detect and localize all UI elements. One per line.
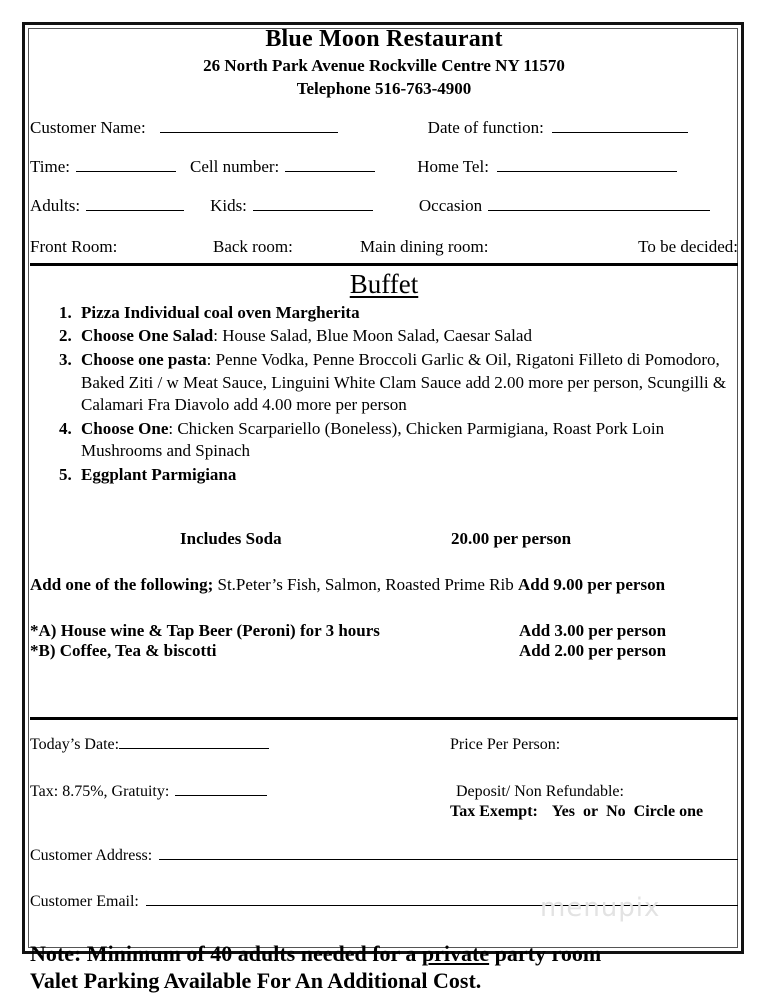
includes-soda-row	[30, 529, 738, 549]
occasion-input[interactable]	[488, 197, 710, 211]
menu-item-title: Eggplant Parmigiana	[81, 465, 237, 485]
footer-note-line-1	[30, 941, 738, 968]
to-be-decided-option[interactable]: To be decided:	[638, 236, 738, 256]
footer-note	[30, 941, 738, 994]
document-content	[30, 26, 738, 994]
occasion-label: Occasion	[418, 195, 483, 215]
add-one-upgrade-row	[30, 575, 738, 595]
restaurant-telephone: Telephone 516-763-4900	[296, 78, 472, 98]
includes-soda-label: Includes Soda	[180, 528, 282, 548]
price-per-person-label: Price Per Person:	[450, 735, 561, 753]
menu-item-detail: : Chicken Scarpariello (Boneless), Chicken Parmigiana, Roast Pork Loin Mushrooms and Spinach	[81, 418, 665, 461]
menu-item-title: Pizza Individual coal oven Margherita	[81, 302, 360, 322]
divider-bottom	[30, 717, 738, 720]
kids-label: Kids:	[210, 195, 247, 215]
option-b-row	[30, 641, 738, 661]
date-price-row	[30, 736, 738, 754]
note-line1-pre: Note: Minimum of 40 adults needed for a	[30, 940, 422, 966]
cell-number-label: Cell number:	[190, 156, 280, 176]
cell-number-input[interactable]	[285, 158, 375, 172]
buffet-heading-text: Buffet	[349, 268, 419, 299]
footer-note-line-2: Valet Parking Available For An Additional Cost.	[30, 967, 482, 993]
add-one-options: St.Peter’s Fish, Salmon, Roasted Prime Rib	[213, 574, 518, 594]
date-of-function-input[interactable]	[552, 119, 688, 133]
note-line1-underlined: private	[421, 940, 490, 966]
option-a-label: *A) House wine & Tap Beer (Peroni) for 3 hours	[30, 620, 380, 640]
adults-label: Adults:	[30, 195, 81, 215]
restaurant-name-heading: Blue Moon Restaurant	[265, 26, 503, 52]
tax-exempt-no-option[interactable]: No	[606, 802, 626, 820]
customer-info-section	[30, 118, 738, 261]
footer-form-section	[30, 736, 738, 994]
option-b-label: *B) Coffee, Tea & biscotti	[30, 640, 217, 660]
add-one-price: Add 9.00 per person	[518, 574, 666, 594]
menu-item	[76, 325, 738, 348]
gratuity-input[interactable]	[175, 783, 267, 796]
customer-address-label: Customer Address:	[30, 846, 153, 864]
tax-gratuity-group	[30, 783, 450, 801]
todays-date-label: Today’s Date:	[30, 735, 120, 753]
menu-item-title: Choose One	[81, 418, 169, 438]
customer-name-input[interactable]	[160, 119, 338, 133]
home-tel-input[interactable]	[497, 158, 677, 172]
customer-name-label: Customer Name:	[30, 117, 146, 137]
time-label: Time:	[30, 156, 71, 176]
kids-input[interactable]	[253, 197, 373, 211]
option-a-price: Add 3.00 per person	[519, 620, 667, 640]
deposit-label: Deposit/ Non Refundable:	[456, 782, 624, 800]
menu-item-detail: : House Salad, Blue Moon Salad, Caesar Salad	[213, 326, 532, 346]
tax-gratuity-label: Tax: 8.75%, Gratuity:	[30, 782, 170, 800]
buffet-heading	[30, 269, 738, 300]
tax-exempt-yes-option[interactable]: Yes	[551, 802, 575, 820]
menu-item	[76, 464, 738, 487]
menu-item-detail: : Penne Vodka, Penne Broccoli Garlic & Oil, Rigatoni Filleto di Pomodoro, Baked Ziti / w Meat Sauce, Linguini White Clam Sauce add 2.00 more per person, Scungilli & Calamari Fra Diavolo add 4.00 more per person	[81, 350, 727, 415]
todays-date-group	[30, 736, 450, 754]
buffet-menu-list	[30, 302, 738, 487]
time-input[interactable]	[76, 158, 176, 172]
front-room-option[interactable]: Front Room:	[30, 236, 118, 256]
menupix-watermark: menupix	[540, 893, 661, 923]
tax-deposit-row	[30, 783, 738, 821]
menu-item-title: Choose one pasta	[81, 350, 207, 370]
main-dining-room-option[interactable]: Main dining room:	[360, 236, 489, 256]
menu-item	[76, 349, 738, 417]
customer-email-input[interactable]	[146, 893, 738, 906]
time-contact-row	[30, 157, 738, 196]
tax-exempt-label: Tax Exempt:	[450, 802, 538, 820]
divider-top	[30, 263, 738, 266]
date-of-function-label: Date of function:	[427, 117, 544, 137]
back-room-option[interactable]: Back room:	[213, 236, 293, 256]
restaurant-address: 26 North Park Avenue Rockville Centre NY 11570	[203, 55, 565, 75]
room-selection-row	[30, 237, 738, 261]
note-line1-post: party room	[489, 940, 602, 966]
base-price-value: 20.00 per person	[451, 528, 572, 548]
tax-exempt-row	[450, 803, 738, 821]
add-one-prefix: Add one of the following;	[30, 574, 214, 594]
tax-exempt-instruction: Circle one	[633, 802, 704, 820]
option-b-price: Add 2.00 per person	[519, 640, 667, 660]
deposit-group	[450, 783, 738, 821]
todays-date-input[interactable]	[119, 736, 269, 749]
adults-input[interactable]	[86, 197, 184, 211]
menu-item	[76, 302, 738, 325]
tax-exempt-or-text: or	[582, 802, 599, 820]
customer-email-row	[30, 893, 738, 911]
menu-item	[76, 418, 738, 463]
guests-occasion-row	[30, 196, 738, 235]
option-a-row	[30, 621, 738, 641]
customer-address-row	[30, 847, 738, 865]
customer-email-label: Customer Email:	[30, 892, 139, 910]
customer-address-input[interactable]	[159, 847, 738, 860]
customer-name-row	[30, 118, 738, 157]
menu-item-title: Choose One Salad	[81, 326, 214, 346]
home-tel-label: Home Tel:	[417, 156, 489, 176]
